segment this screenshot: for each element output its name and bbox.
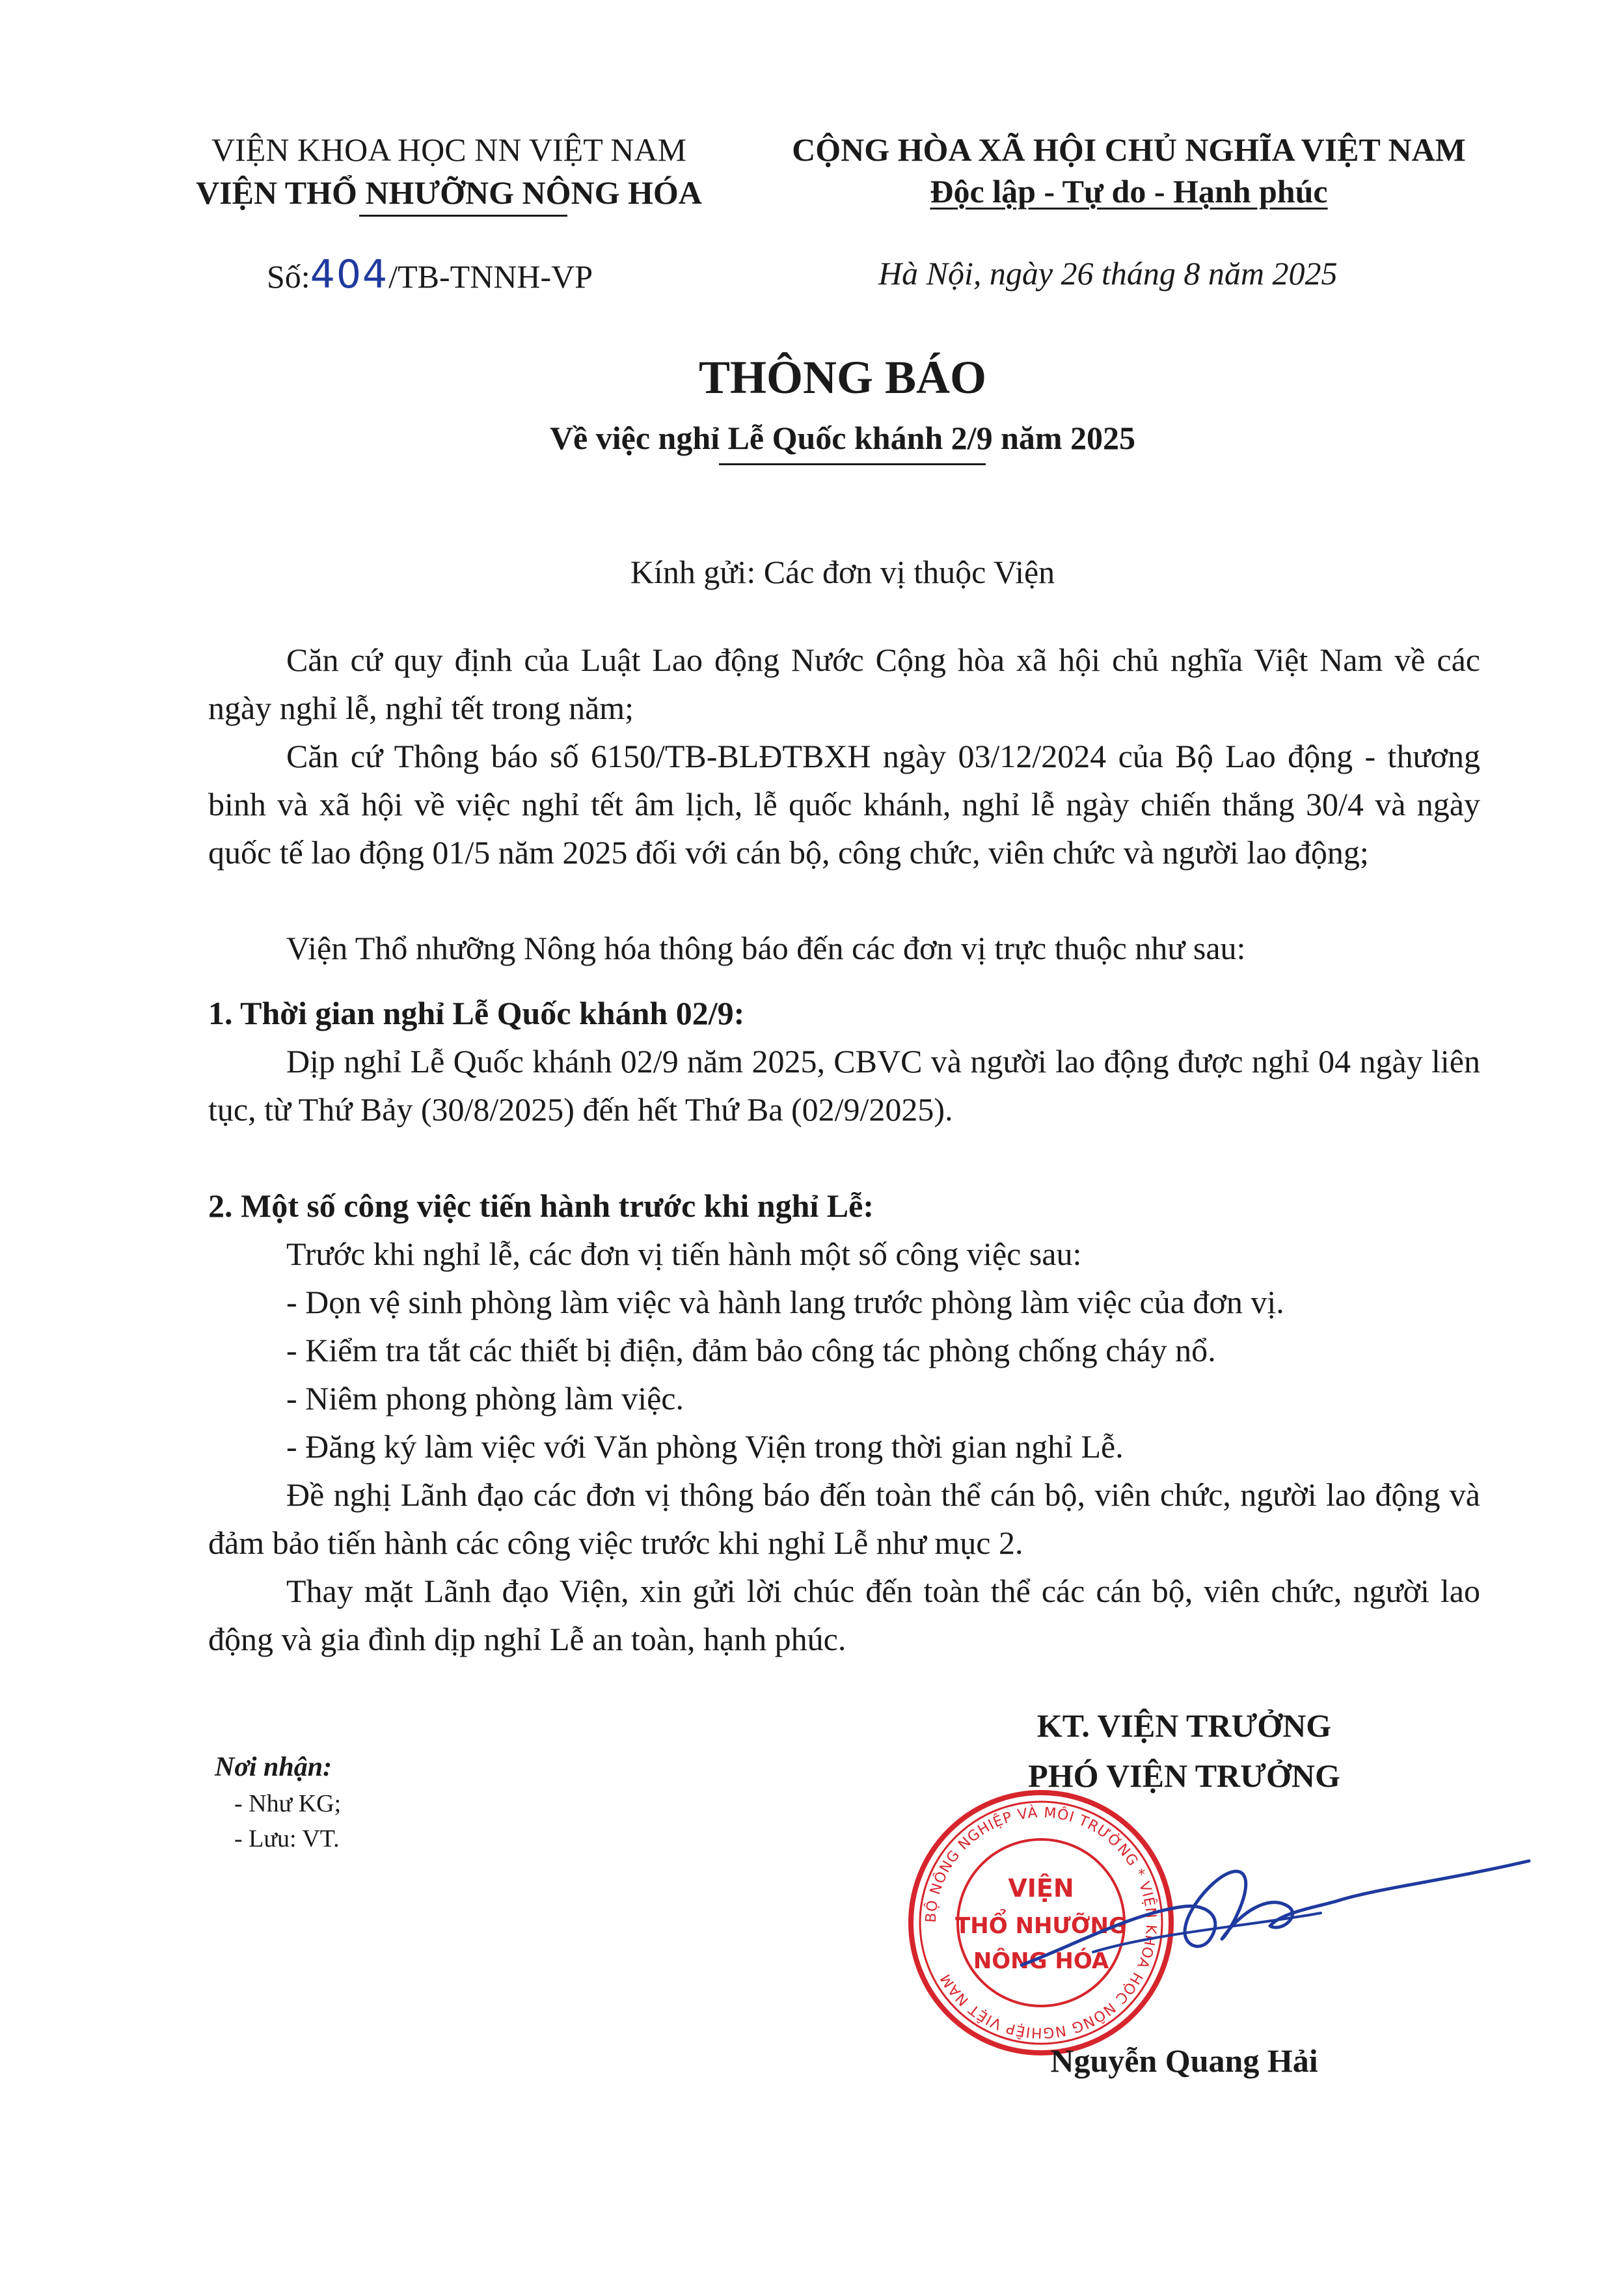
task-item: - Đăng ký làm việc với Văn phòng Viện trong thời gian nghỉ Lễ.	[286, 1428, 1124, 1465]
handwritten-number: 404	[310, 252, 389, 297]
section-2-title: 2. Một số công việc tiến hành trước khi nghỉ Lễ:	[208, 1187, 874, 1224]
section-1-text: Dịp nghỉ Lễ Quốc khánh 02/9 năm 2025, CBVC và người lao động được nghỉ 04 ngày liên tục, từ Thứ Bảy (30/8/2025) đến hết Thứ Ba (02/9/2025).	[208, 1043, 1480, 1128]
motto-text: Độc lập - Tự do - Hạnh phúc	[930, 173, 1328, 210]
section-1-title: 1. Thời gian nghỉ Lễ Quốc khánh 02/9:	[208, 995, 745, 1031]
basis-paragraph-1: Căn cứ quy định của Luật Lao động Nước Cộng hòa xã hội chủ nghĩa Việt Nam về các ngày nghỉ lễ, nghỉ tết trong năm;	[208, 642, 1480, 726]
task-item: - Niêm phong phòng làm việc.	[286, 1380, 684, 1417]
page-subtitle: Về việc nghỉ Lễ Quốc khánh 2/9 năm 2025	[549, 420, 1136, 456]
recipient-line: Kính gửi: Các đơn vị thuộc Viện	[630, 554, 1055, 590]
document-number	[267, 254, 593, 297]
page-title: THÔNG BÁO	[698, 351, 987, 403]
org-name-underline	[359, 215, 567, 217]
request-paragraph: Đề nghị Lãnh đạo các đơn vị thông báo đến toàn thể cán bộ, viên chức, người lao động và đảm bảo tiến hành các công việc trước khi nghỉ Lễ như mục 2.	[208, 1476, 1480, 1561]
handwritten-signature	[1015, 1835, 1536, 1991]
intro-paragraph: Viện Thổ nhưỡng Nông hóa thông báo đến các đơn vị trực thuộc như sau:	[286, 930, 1246, 966]
basis-paragraph-2: Căn cứ Thông báo số 6150/TB-BLĐTBXH ngày 03/12/2024 của Bộ Lao động - thương binh và xã hội về việc nghỉ tết âm lịch, lễ quốc khánh, nghỉ lễ ngày chiến thắng 30/4 và ngày quốc tế lao động 01/5 năm 2025 đối với cán bộ, công chức, viên chức và người lao động;	[208, 738, 1480, 871]
seal-center-3: NÔNG HÓA	[973, 1948, 1109, 1974]
motto	[755, 170, 1503, 212]
seal-center-1: VIỆN	[1008, 1874, 1074, 1903]
closing-paragraph: Thay mặt Lãnh đạo Viện, xin gửi lời chúc đến toàn thể các cán bộ, viên chức, người lao động và gia đình dịp nghỉ Lễ an toàn, hạnh phúc.	[208, 1573, 1480, 1657]
org-name	[163, 172, 735, 213]
subtitle-underline	[719, 463, 986, 465]
org-name-text: VIỆN THỔ NHƯỠNG NÔNG HÓA	[196, 174, 702, 211]
signature-title-2: PHÓ VIỆN TRƯỞNG	[1028, 1757, 1340, 1794]
country-name: CỘNG HÒA XÃ HỘI CHỦ NGHĨA VIỆT NAM	[792, 131, 1466, 168]
seal-ring-text: BỘ NÔNG NGHIỆP VÀ MÔI TRƯỜNG * VIỆN KHOA HỌC NÔNG NGHIỆP VIỆT NAM	[923, 1804, 1159, 2041]
task-item: - Kiểm tra tắt các thiết bị điện, đảm bảo công tác phòng chống cháy nổ.	[286, 1332, 1216, 1368]
org-parent: VIỆN KHOA HỌC NN VIỆT NAM	[211, 131, 687, 168]
section-2-intro: Trước khi nghỉ lễ, các đơn vị tiến hành một số công việc sau:	[286, 1236, 1082, 1272]
distribution-item: - Như KG;	[234, 1790, 342, 1817]
distribution-item: - Lưu: VT.	[234, 1825, 340, 1852]
number-suffix: /TB-TNNH-VP	[388, 258, 593, 295]
task-item: - Dọn vệ sinh phòng làm việc và hành lang trước phòng làm việc của đơn vị.	[286, 1284, 1284, 1320]
signature-title-1: KT. VIỆN TRƯỞNG	[1036, 1707, 1332, 1744]
number-prefix: Số:	[267, 258, 310, 295]
signer-name: Nguyễn Quang Hải	[1050, 2042, 1318, 2079]
seal-center-2: THỔ NHƯỠNG	[955, 1913, 1127, 1939]
place-date: Hà Nội, ngày 26 tháng 8 năm 2025	[878, 255, 1338, 292]
distribution-label: Nơi nhận:	[215, 1752, 332, 1782]
